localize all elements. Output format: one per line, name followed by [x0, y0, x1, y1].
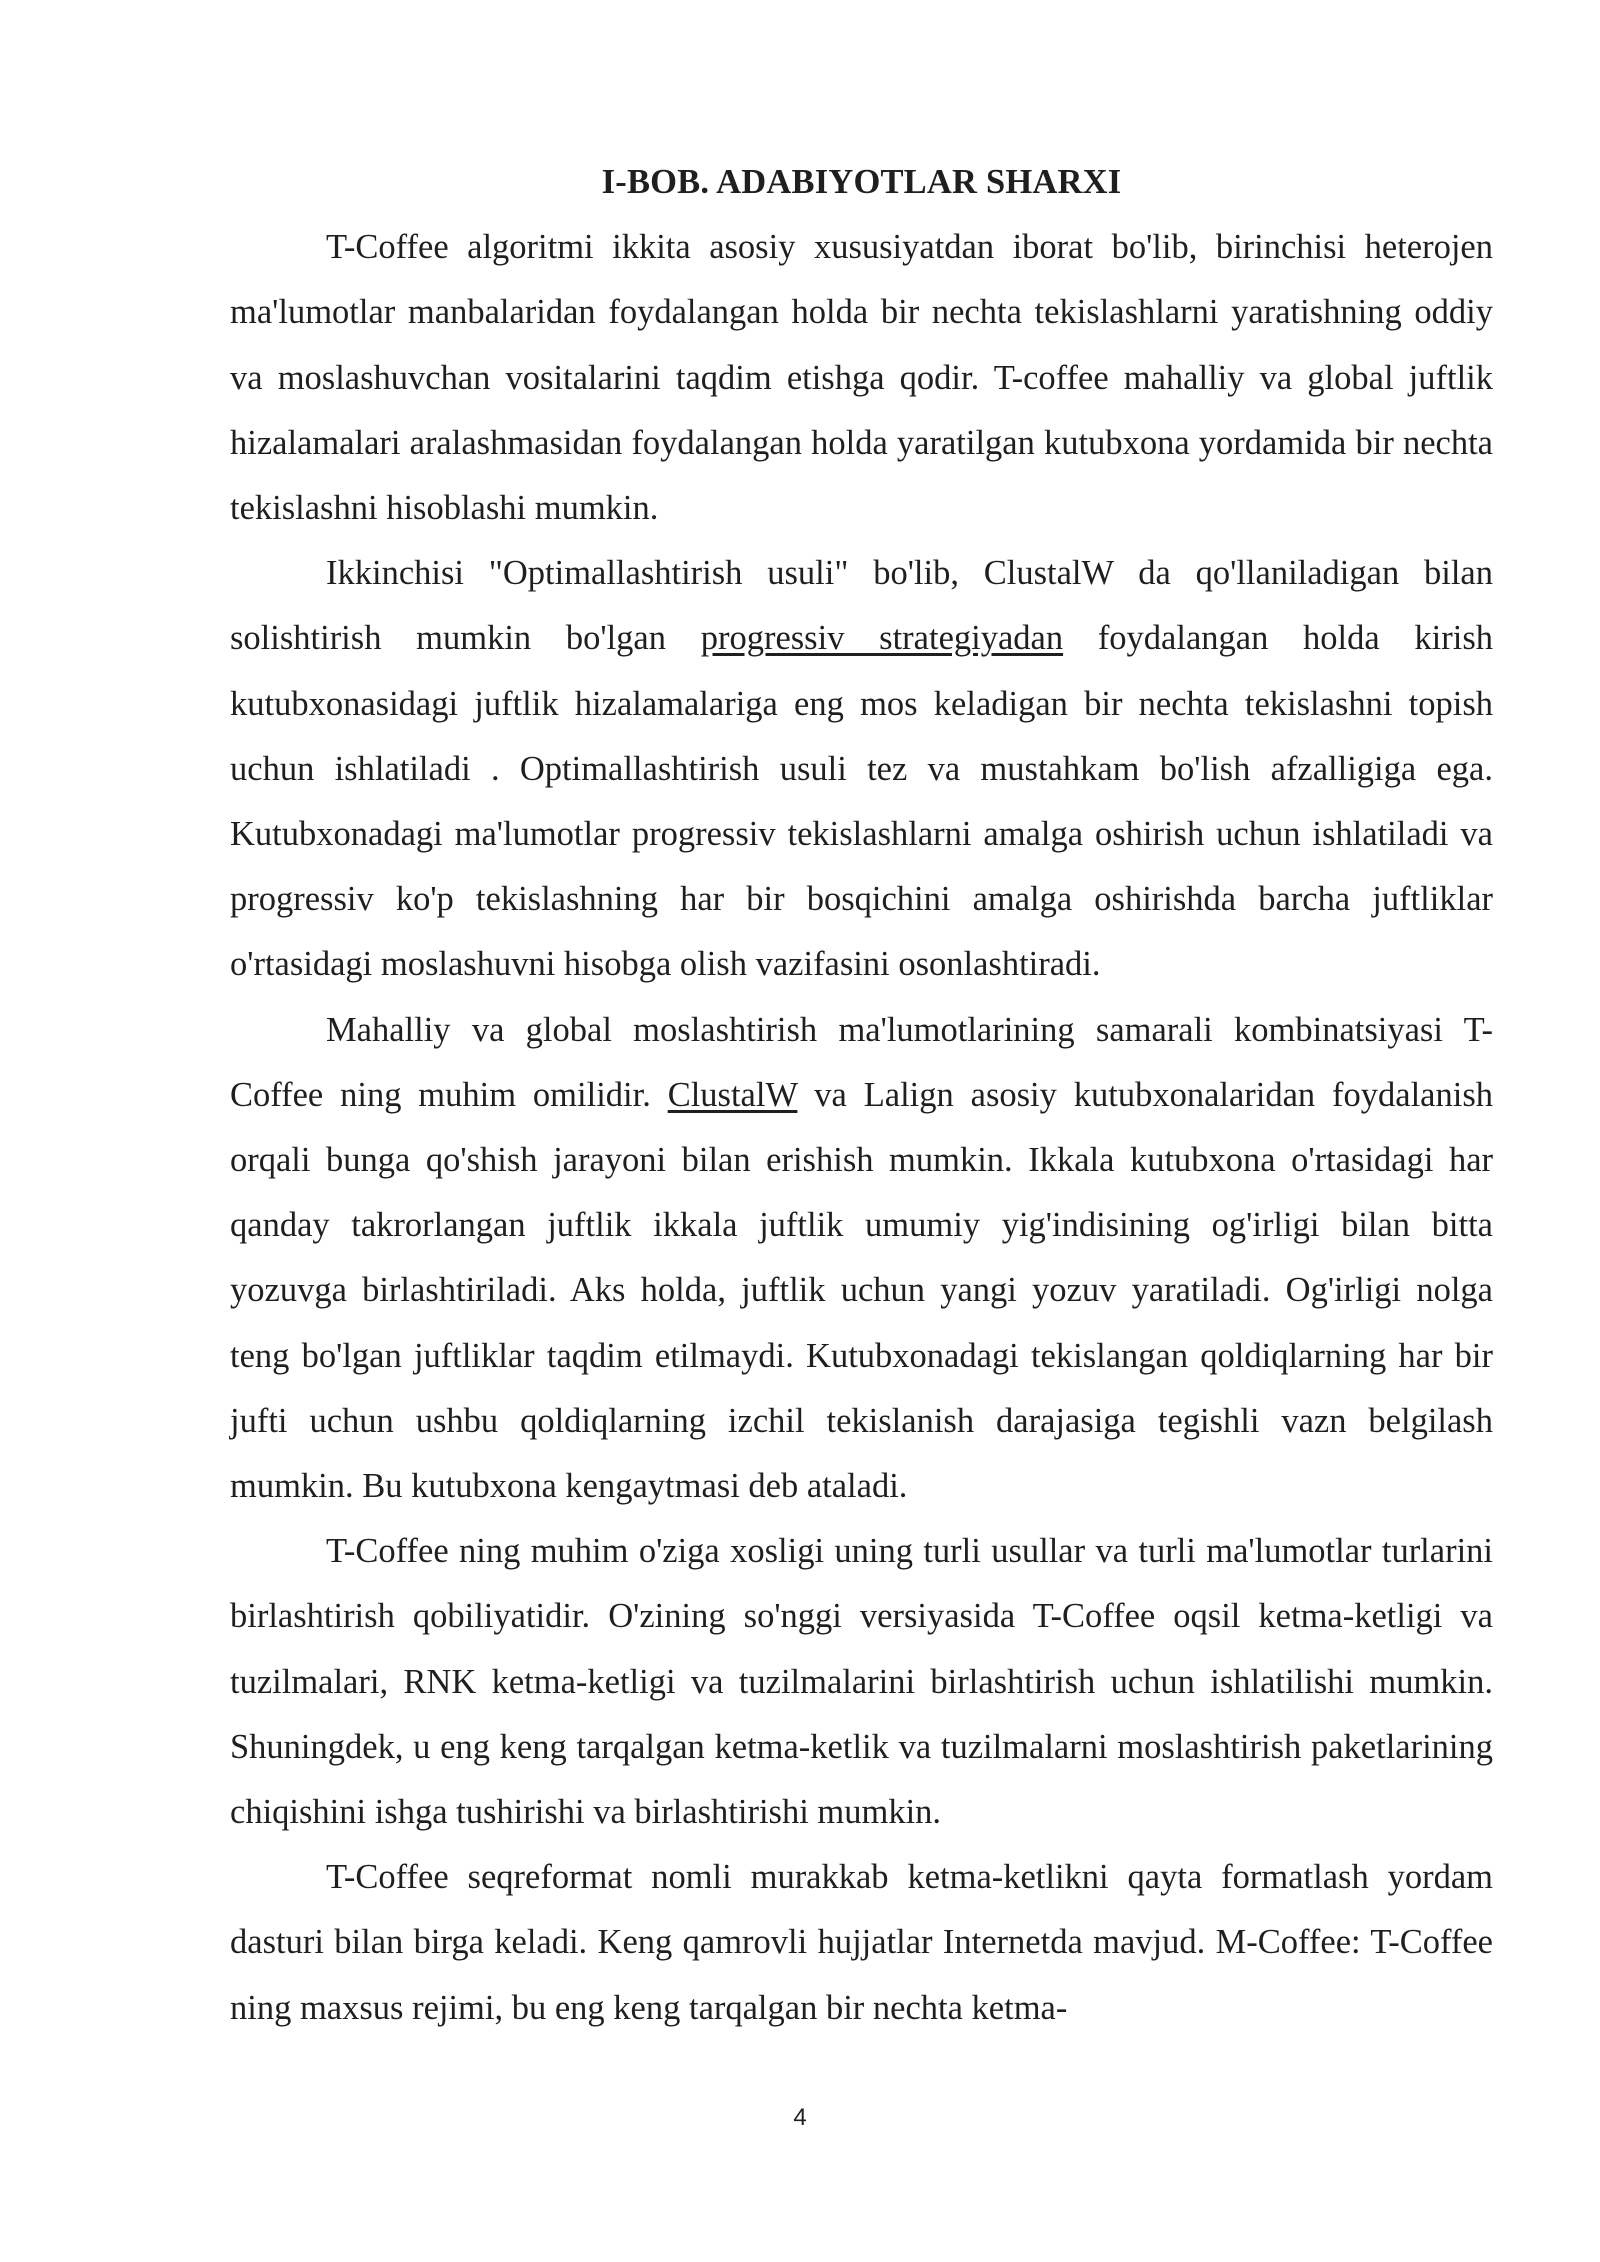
paragraph-2-text-start: Ikkinchisi "Optimallashtirish usuli" bo'lib, ClustalW da qo'llaniladigan bilan solishtirish mumkin bo'lgan: [230, 554, 1493, 658]
paragraph-4: T-Coffee ning muhim o'ziga xosligi uning turli usullar va turli ma'lumotlar turlarini birlashtirish qobiliyatidir. O'zining so'nggi versiyasida T-Coffee oqsil ketma-ketligi va tuzilmalari, RNK ketma-ketligi va tuzilmalarini birlashtirish uchun ishlatilishi mumkin. Shuningdek, u eng keng tarqalgan ketma-ketlik va tuzilmalarni moslashtirish paketlarining chiqishini ishga tushirishi va birlashtirishi mumkin.: [230, 1532, 1493, 1832]
paragraph-5: T-Coffee seqreformat nomli murakkab ketma-ketlikni qayta formatlash yordam dasturi bilan birga keladi. Keng qamrovli hujjatlar Internetda mavjud. M-Coffee: T-Coffee ning maxsus rejimi, bu eng keng tarqalgan bir nechta ketma-: [230, 1858, 1493, 2027]
clustalw-link[interactable]: ClustalW: [667, 1075, 798, 1114]
paragraph-3-text-end: va Lalign asosiy kutubxonalaridan foydalanish orqali bunga qo'shish jarayoni bilan erishish mumkin. Ikkala kutubxona o'rtasidagi har qanday takrorlangan juftlik ikkala juftlik umumiy yig'indisining og'irligi bilan bitta yozuvga birlashtiriladi. Aks holda, juftlik uchun yangi yozuv yaratiladi. Og'irligi nolga teng bo'lgan juftliklar taqdim etilmaydi. Kutubxonadagi tekislangan qoldiqlarning har bir jufti uchun ushbu qoldiqlarning izchil tekislanish darajasiga tegishli vazn belgilash mumkin. Bu kutubxona kengaytmasi deb ataladi.: [230, 1075, 1494, 1506]
chapter-heading: I-BOB. ADABIYOTLAR SHARXI: [601, 163, 1122, 201]
progressiv-strategiyadan-link[interactable]: progressiv strategiyadan: [700, 619, 1064, 658]
page-content: [230, 150, 1493, 2041]
paragraph-2-text-end: foydalangan holda kirish kutubxonasidagi juftlik hizalamalariga eng mos keladigan bir nechta tekislashni topish uchun ishlatiladi . Optimallashtirish usuli tez va mustahkam bo'lish afzalligiga ega. Kutubxonadagi ma'lumotlar progressiv tekislashlarni amalga oshirish uchun ishlatiladi va progressiv ko'p tekislashning har bir bosqichini amalga oshirishda barcha juftliklar o'rtasidagi moslashuvni hisobga olish vazifasini osonlashtiradi.: [230, 619, 1493, 984]
paragraph-3: [230, 998, 1493, 1520]
page-number: 4: [793, 2104, 807, 2131]
paragraph-3-text-start: Mahalliy va global moslashtirish ma'lumotlarining samarali kombinatsiyasi T-Coffee ning muhim omilidir.: [230, 1010, 1493, 1114]
paragraph-2: [230, 541, 1493, 997]
paragraph-1: T-Coffee algoritmi ikkita asosiy xususiyatdan iborat bo'lib, birinchisi heterojen ma'lumotlar manbalaridan foydalangan holda bir nechta tekislashlarni yaratishning oddiy va moslashuvchan vositalarini taqdim etishga qodir. T-coffee mahalliy va global juftlik hizalamalari aralashmasidan foydalangan holda yaratilgan kutubxona yordamida bir nechta tekislashni hisoblashi mumkin.: [230, 228, 1493, 528]
